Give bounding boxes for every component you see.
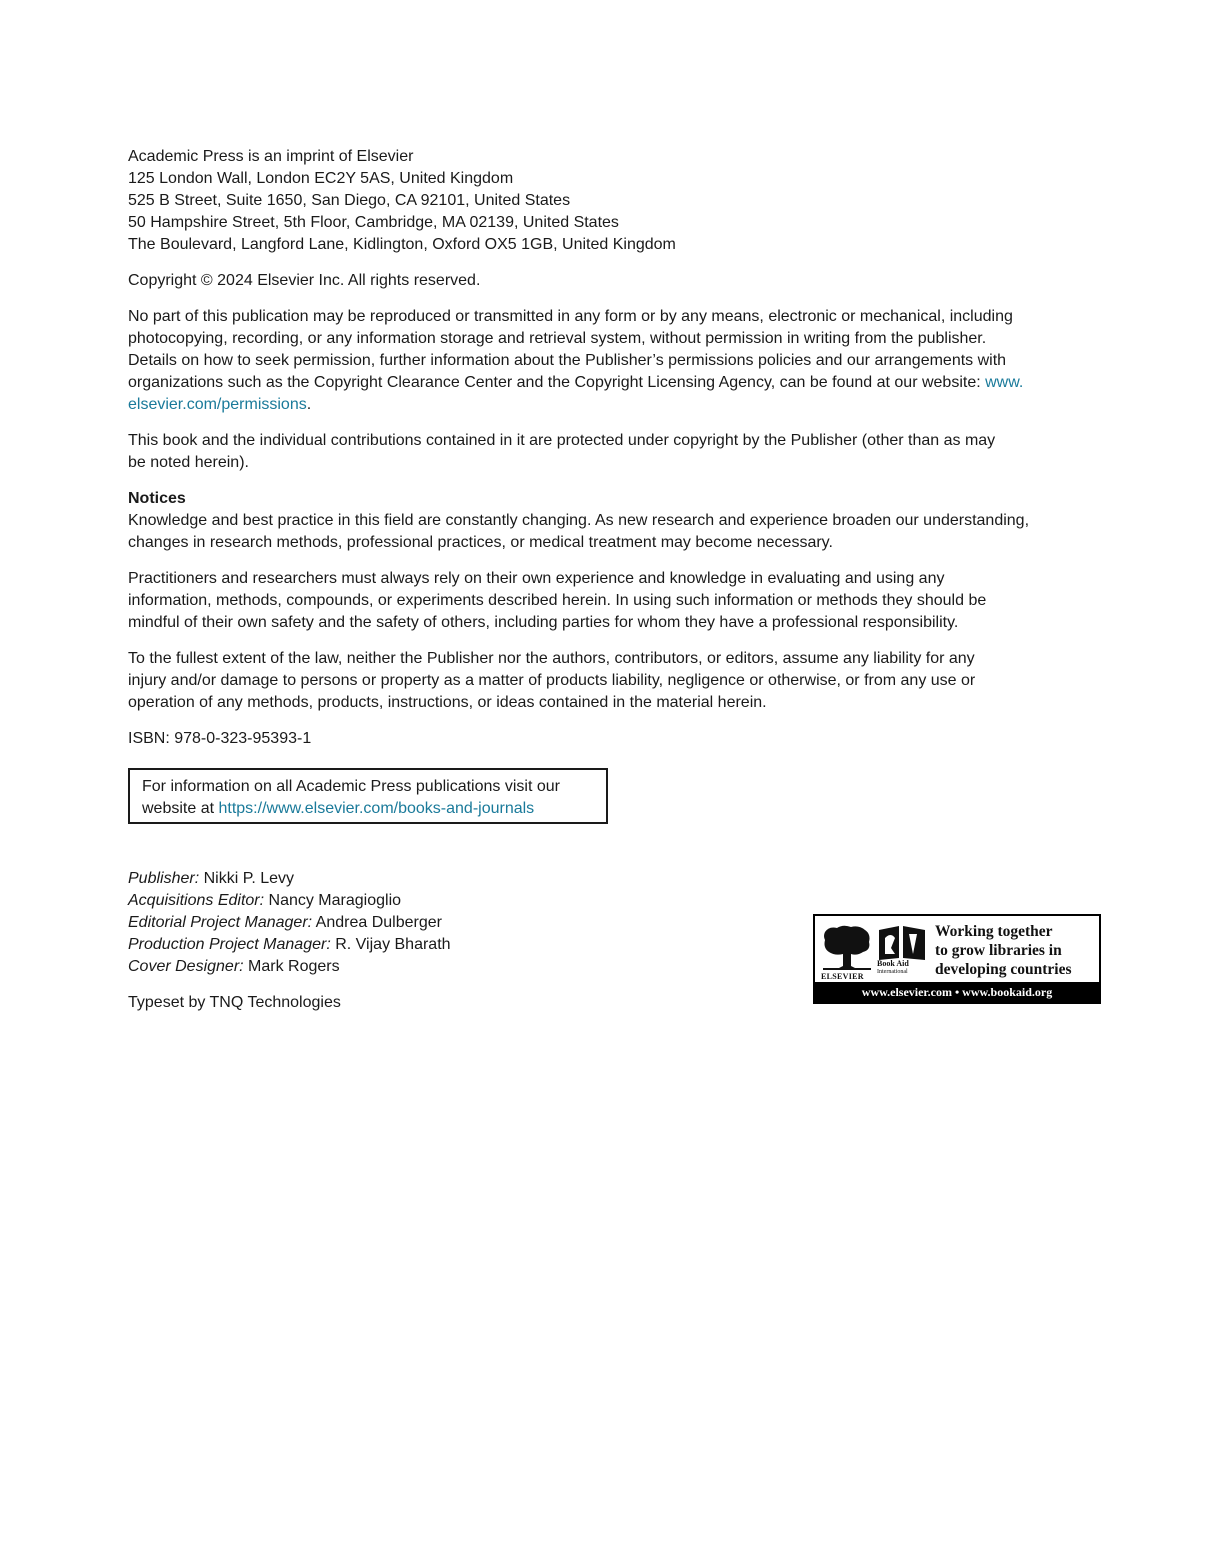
copyright-page — [128, 146, 1088, 1014]
permissions-line: Details on how to seek permission, further information about the Publisher’s permissions policies and our arrangements with — [128, 352, 1007, 369]
permissions-line-text: organizations such as the Copyright Clearance Center and the Copyright Licensing Agency, can be found at our website: — [128, 374, 986, 391]
typeset-text: Typeset by TNQ Technologies — [128, 994, 341, 1011]
info-box-line — [142, 798, 594, 820]
protection-line: This book and the individual contributions contained in it are protected under copyright by the Publisher (other than as may — [128, 432, 996, 449]
permissions-line: No part of this publication may be reproduced or transmitted in any form or by any means, electronic or mechanical, including — [128, 308, 1013, 325]
credit-line — [128, 868, 1088, 890]
book-aid-title: Book Aid — [877, 959, 909, 968]
permissions-line — [128, 394, 1088, 416]
credit-name: Mark Rogers — [243, 958, 340, 975]
logo-tagline — [935, 922, 1072, 979]
notices-line: mindful of their own safety and the safety of others, including parties for whom they have a professional responsibility. — [128, 614, 959, 631]
info-box-prefix: website at — [142, 800, 219, 817]
book-aid-icon — [877, 924, 927, 962]
logo-panel — [815, 916, 1099, 982]
book-aid-subtitle: International — [877, 969, 908, 975]
permissions-link-part1[interactable]: www. — [985, 374, 1024, 391]
credit-role: Cover Designer: — [128, 958, 244, 975]
permissions-link-tail: . — [306, 396, 312, 413]
protection-paragraph — [128, 430, 1088, 474]
book-aid-logo — [813, 914, 1101, 1004]
notices-section — [128, 488, 1088, 554]
address-line: 125 London Wall, London EC2Y 5AS, United Kingdom — [128, 170, 514, 187]
notices-paragraph-2 — [128, 568, 1088, 634]
notices-line: operation of any methods, products, instructions, or ideas contained in the material herein. — [128, 694, 767, 711]
book-aid-wordmark — [877, 960, 909, 976]
credit-name: Andrea Dulberger — [312, 914, 442, 931]
logo-footer-urls: www.elsevier.com • www.bookaid.org — [861, 985, 1053, 999]
notices-line: Knowledge and best practice in this field are constantly changing. As new research and experience broaden our understanding, — [128, 512, 1030, 529]
credit-name: Nikki P. Levy — [199, 870, 295, 887]
notices-paragraph-3 — [128, 648, 1088, 714]
permissions-line: photocopying, recording, or any information storage and retrieval system, without permission in writing from the publisher. — [128, 330, 987, 347]
permissions-link-part2[interactable]: elsevier.com/permissions — [128, 396, 307, 413]
notices-line: To the fullest extent of the law, neither the Publisher nor the authors, contributors, or editors, assume any liability for any — [128, 650, 975, 667]
notices-line: Practitioners and researchers must always rely on their own experience and knowledge in evaluating and using any — [128, 570, 945, 587]
tagline-line: Working together — [935, 923, 1053, 940]
isbn-text: ISBN: 978-0-323-95393-1 — [128, 730, 312, 747]
credit-name: Nancy Maragioglio — [264, 892, 402, 909]
tagline-line: to grow libraries in — [935, 942, 1062, 959]
notices-heading: Notices — [128, 490, 186, 507]
notices-line: information, methods, compounds, or experiments described herein. In using such information or methods they should be — [128, 592, 987, 609]
copyright-text: Copyright © 2024 Elsevier Inc. All rights reserved. — [128, 272, 481, 289]
address-line: 50 Hampshire Street, 5th Floor, Cambridge, MA 02139, United States — [128, 214, 619, 231]
imprint-address-block — [128, 146, 1088, 256]
address-line: The Boulevard, Langford Lane, Kidlington, Oxford OX5 1GB, United Kingdom — [128, 236, 676, 253]
publications-info-box — [128, 768, 608, 824]
info-box-line: For information on all Academic Press publications visit our — [142, 778, 560, 795]
permissions-line — [128, 372, 1088, 394]
credit-name: R. Vijay Bharath — [330, 936, 451, 953]
protection-line: be noted herein). — [128, 454, 249, 471]
copyright-notice — [128, 270, 1088, 292]
credit-role: Acquisitions Editor: — [128, 892, 265, 909]
credit-role: Editorial Project Manager: — [128, 914, 313, 931]
imprint-line: Academic Press is an imprint of Elsevier — [128, 148, 414, 165]
permissions-paragraph — [128, 306, 1088, 416]
credit-role: Production Project Manager: — [128, 936, 331, 953]
books-and-journals-link[interactable]: https://www.elsevier.com/books-and-journals — [218, 800, 535, 817]
notices-line: changes in research methods, professional practices, or medical treatment may become necessary. — [128, 534, 833, 551]
address-line: 525 B Street, Suite 1650, San Diego, CA 92101, United States — [128, 192, 571, 209]
elsevier-wordmark: ELSEVIER — [821, 972, 864, 981]
tagline-line: developing countries — [935, 961, 1072, 978]
notices-line: injury and/or damage to persons or property as a matter of products liability, negligence or otherwise, or from any use or — [128, 672, 976, 689]
isbn-block — [128, 728, 1088, 750]
credit-line — [128, 890, 1088, 912]
credit-role: Publisher: — [128, 870, 200, 887]
